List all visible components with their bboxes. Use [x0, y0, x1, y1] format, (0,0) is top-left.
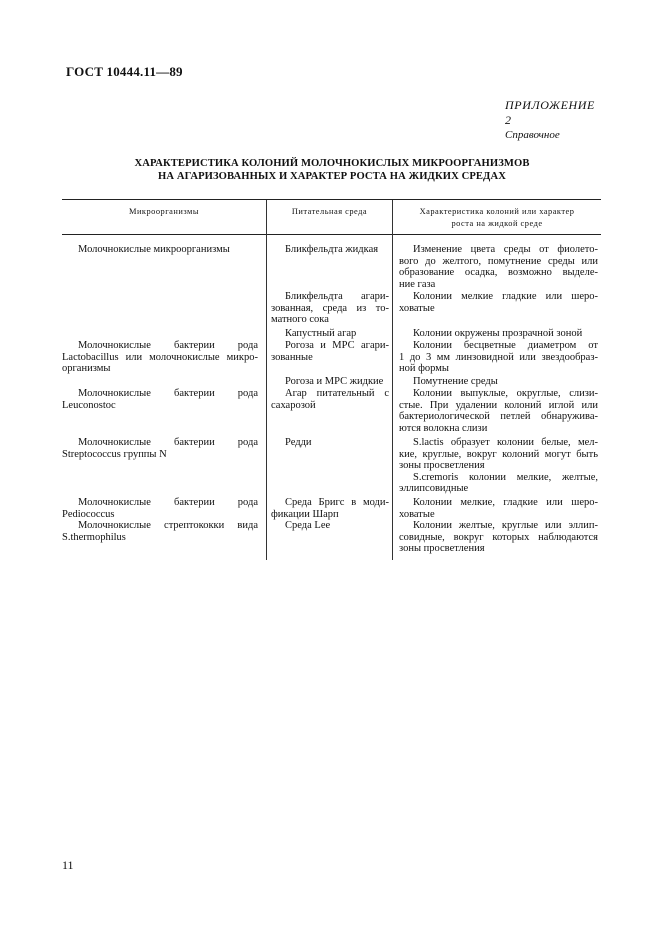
- cell-line: S.lactis образует колонии белые, мел-: [413, 437, 598, 448]
- cell-line: ной формы: [399, 363, 449, 375]
- cell-line: Молочнокислые стрептококки вида: [78, 520, 258, 531]
- cell-line: стые. При удалении колоний иглой или: [399, 399, 598, 411]
- cell-line: зованные: [271, 351, 313, 363]
- cell-line: бактериологической петлей обнаружива-: [399, 411, 598, 423]
- table-row-1-medium: [271, 244, 389, 256]
- table-row-7-medium: [271, 437, 389, 449]
- title-line-2: НА АГАРИЗОВАННЫХ И ХАРАКТЕР РОСТА НА ЖИДКИХ СРЕДАХ: [158, 171, 506, 182]
- cell-line: кие, круглые, вокруг колоний могут быть: [399, 448, 598, 460]
- table-row-8-medium: [271, 497, 389, 520]
- table-row-5-character: [399, 376, 598, 388]
- cell-line: ние газа: [399, 278, 436, 290]
- table-row-2-medium: [271, 291, 389, 326]
- cell-line: Молочнокислые бактерии рода: [78, 388, 258, 399]
- table-row-6-organism: [62, 388, 258, 411]
- cell-line: матного сока: [271, 314, 329, 326]
- table-row-6-character: [399, 388, 598, 434]
- document-code: ГОСТ 10444.11—89: [66, 64, 183, 79]
- cell-line: фикации Шарп: [271, 508, 339, 520]
- cell-line: зоны просветления: [399, 460, 485, 472]
- table-row-8-character: [399, 497, 598, 520]
- column-header-organisms: Микроорганизмы: [129, 207, 199, 216]
- cell-line: Колонии мелкие, гладкие или шеро-: [413, 497, 598, 508]
- table-row-9-character: [399, 520, 598, 555]
- cell-line: Рогоза и МРС жидкие: [285, 376, 384, 387]
- column-header-character-line-1: Характеристика колоний или характер: [419, 207, 575, 216]
- cell-line: зованная, среда из то-: [271, 302, 389, 314]
- cell-line: зоны просветления: [399, 543, 485, 555]
- table-row-9-organism: [62, 520, 258, 543]
- cell-line: S.thermophilus: [62, 531, 126, 543]
- cell-line: эллипсовидные: [399, 483, 469, 495]
- column-header-medium: Питательная среда: [291, 207, 368, 216]
- cell-line: организмы: [62, 363, 111, 375]
- cell-line: Среда Бригс в моди-: [285, 497, 389, 508]
- cell-line: ховатые: [399, 508, 435, 520]
- cell-line: Колонии мелкие гладкие или шеро-: [413, 291, 598, 302]
- cell-line: Изменение цвета среды от фиолето-: [413, 244, 598, 255]
- table-row-3-character: [399, 328, 598, 340]
- cell-line: 1 до 3 мм линзовидной или звездообраз-: [399, 351, 598, 363]
- cell-line: ются волокна слизи: [399, 422, 488, 434]
- page-number: 11: [62, 858, 74, 872]
- table-top-rule: [62, 199, 601, 200]
- column-divider-2: [392, 200, 393, 560]
- cell-line: Молочнокислые микроорганизмы: [78, 244, 230, 255]
- table-header-rule: [62, 234, 601, 235]
- title-line-1: ХАРАКТЕРИСТИКА КОЛОНИЙ МОЛОЧНОКИСЛЫХ МИКРООРГАНИЗМОВ: [134, 158, 530, 169]
- table-row-8-organism: [62, 497, 258, 520]
- column-divider-1: [266, 200, 267, 560]
- cell-line: Помутнение среды: [413, 376, 498, 387]
- cell-line: совидные, вокруг которых наблюдаются: [399, 531, 598, 543]
- table-row-5-medium: [271, 376, 389, 388]
- cell-line: Капустный агар: [285, 328, 357, 339]
- cell-line: Pediococcus: [62, 508, 115, 520]
- table-row-7-organism: [62, 437, 258, 460]
- cell-line: S.cremoris колонии мелкие, желтые,: [413, 471, 598, 483]
- table-row-4-organism: [62, 340, 258, 375]
- cell-line: Бликфельдта агари-: [285, 291, 389, 302]
- cell-line: Leuconostoc: [62, 399, 116, 411]
- cell-line: Колонии выпуклые, округлые, слизи-: [413, 388, 598, 399]
- cell-line: Молочнокислые бактерии рода: [78, 437, 258, 448]
- cell-line: Бликфельдта жидкая: [285, 244, 379, 255]
- table-row-9-medium: [271, 520, 389, 532]
- cell-line: Колонии желтые, круглые или эллип-: [413, 520, 598, 531]
- column-header-character: [393, 206, 601, 230]
- cell-line: Lactobacillus или молочнокислые микро-: [62, 351, 258, 363]
- cell-line: Колонии бесцветные диаметром от: [413, 340, 598, 351]
- appendix-label: ПРИЛОЖЕНИЕ 2: [505, 98, 595, 127]
- cell-line: Streptococcus группы N: [62, 448, 167, 460]
- table-row-7-character: [399, 437, 598, 495]
- table-row-4-character: [399, 340, 598, 375]
- cell-line: ховатые: [399, 302, 435, 314]
- table-row-6-medium: [271, 388, 389, 411]
- cell-line: Среда Lee: [285, 520, 331, 531]
- page-title: [66, 157, 598, 183]
- cell-line: Колонии окружены прозрачной зоной: [413, 328, 583, 339]
- table-row-1-organism: [62, 244, 258, 256]
- cell-line: Молочнокислые бактерии рода: [78, 340, 258, 351]
- table-row-4-medium: [271, 340, 389, 363]
- cell-line: Редди: [285, 437, 312, 448]
- table-row-1-character: [399, 244, 598, 290]
- cell-line: Агар питательный с: [285, 388, 389, 399]
- cell-line: Молочнокислые бактерии рода: [78, 497, 258, 508]
- cell-line: сахарозой: [271, 399, 316, 411]
- table-row-3-medium: [271, 328, 389, 340]
- cell-line: вого до желтого, помутнение среды или: [399, 255, 598, 267]
- cell-line: Рогоза и МРС агари-: [285, 340, 389, 351]
- table-row-2-character: [399, 291, 598, 314]
- appendix-type: Справочное: [505, 129, 560, 141]
- appendix-block: [505, 98, 595, 141]
- column-header-character-line-2: роста на жидкой среде: [451, 219, 543, 228]
- cell-line: образование осадка, возможно выделе-: [399, 267, 598, 279]
